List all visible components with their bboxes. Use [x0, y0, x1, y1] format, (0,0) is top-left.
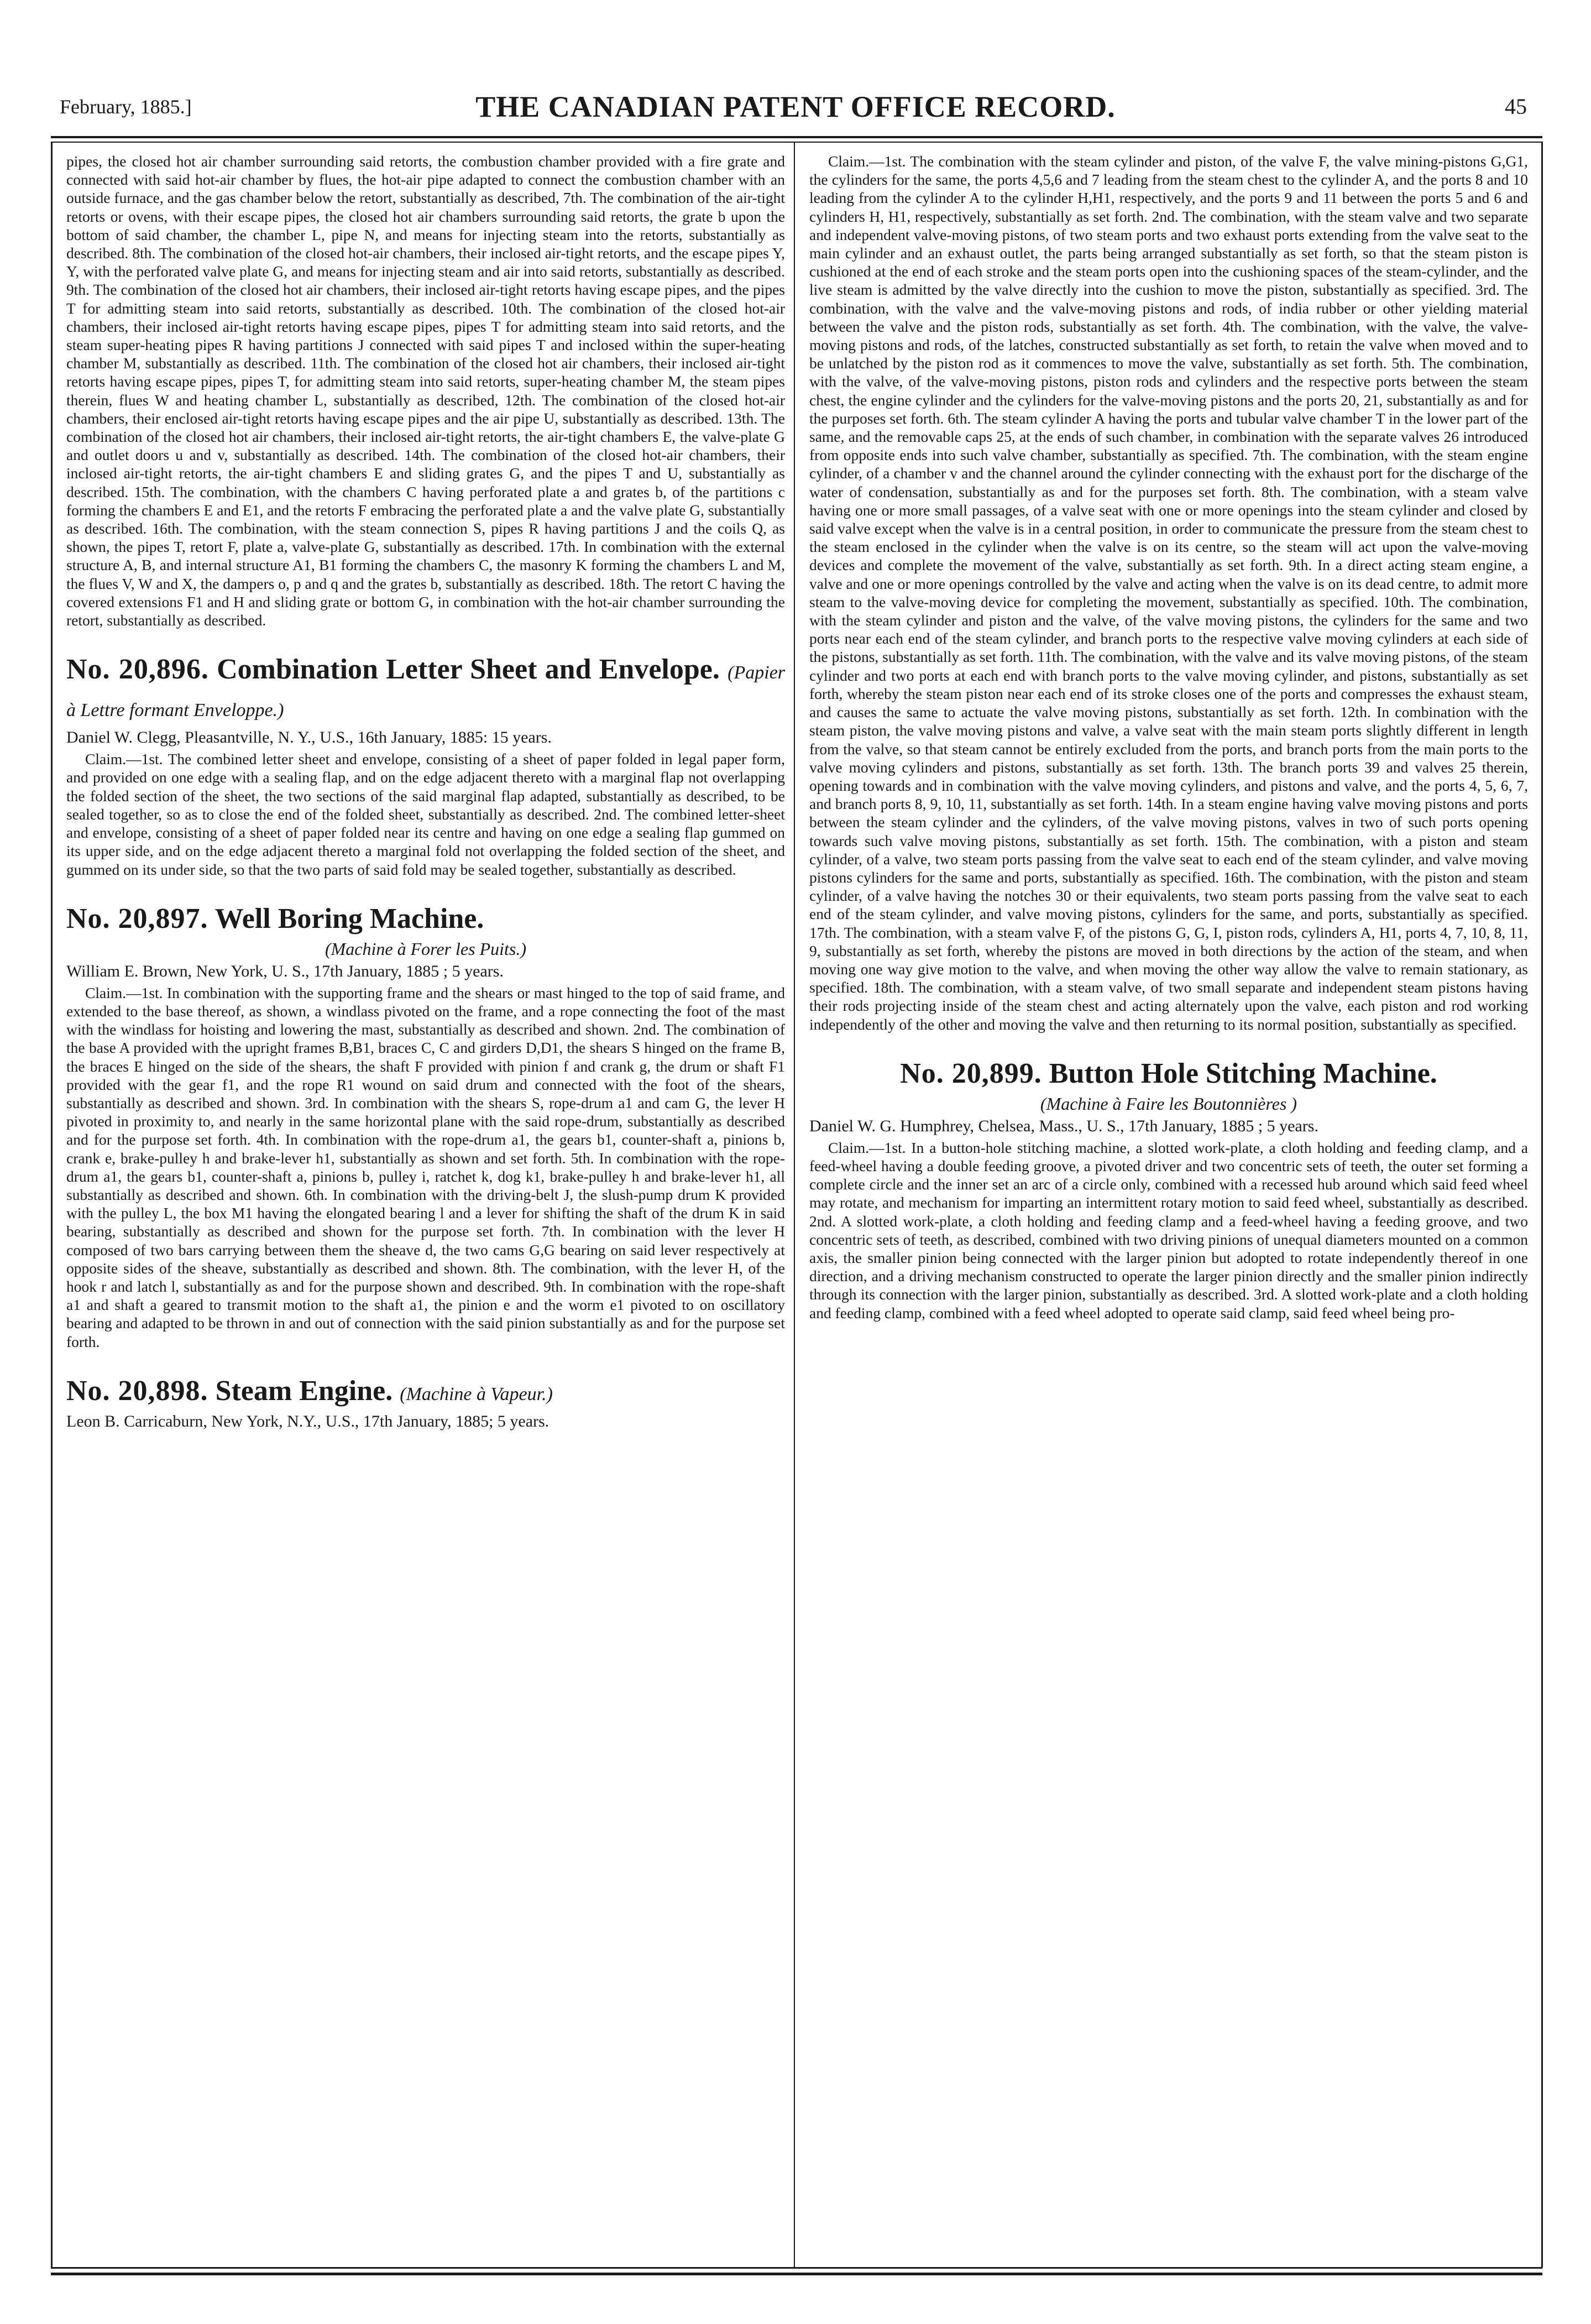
- patent-number: No. 20,896.: [66, 654, 209, 686]
- patent-heading: [809, 1057, 1528, 1091]
- top-rule-thick: [51, 136, 1542, 138]
- patent-number: No. 20,899.: [900, 1057, 1042, 1089]
- top-rule-thin: [51, 142, 1542, 143]
- left-column: [66, 152, 785, 1434]
- patent-number: No. 20,897.: [66, 902, 208, 934]
- patent-heading: [66, 652, 785, 728]
- patent-number: No. 20,898.: [66, 1375, 208, 1407]
- right-border-rule: [1541, 142, 1543, 2268]
- patent-title: Steam Engine.: [215, 1375, 393, 1407]
- patent-title: Well Boring Machine.: [214, 902, 484, 934]
- continued-claims-text: pipes, the closed hot air chamber surrounding said retorts, the combustion chamber provided with a fire grate and connected with said hot-air chamber by flues, the hot-air pipe adapted to connect the combustion chamber with an outside furnace, and the gas chamber below the retort, substantially as described, 7th. The combination of the air-tight retorts or ovens, with their escape pipes, the closed hot air chambers surrounding said retorts, the grate b upon the bottom of said chamber, the chamber L, pipe N, and means for injecting steam into the retorts, substantially as described. 8th. The combination of the closed hot-air chambers, their inclosed air-tight retorts, and the escape pipes Y, Y, with the perforated valve plate G, and means for injecting steam and air into said retorts, substantially as described. 9th. The combination of the closed hot air chambers, their inclosed air-tight retorts having escape pipes, and the pipes T for admitting steam into said retorts, substantially as described. 10th. The combination of the closed hot-air chambers, their inclosed air-tight retorts having escape pipes, pipes T for admitting steam into said retorts, and the steam super-heating pipes R having partitions J connected with said pipes T and inclosed within the super-heating chamber M, substantially as described. 11th. The combination of the closed hot air chambers, their inclosed air-tight retorts having escape pipes, pipes T, for admitting steam into said retorts, super-heating chamber M, the steam pipes therein, flues W and heating chamber L, substantially as described, 12th. The combination of the closed hot-air chambers, their enclosed air-tight retorts having escape pipes and the air pipe U, substantially as described. 13th. The combination of the closed hot air chambers, their inclosed air-tight retorts, the air-tight chambers E, the valve-plate G and outlet doors u and v, substantially as described. 14th. The combination of the closed hot-air chambers, their inclosed air-tight retorts, the air-tight chambers E and sliding grates G, and the pipes T and U, substantially as described. 15th. The combination, with the chambers C having perforated plate a and grates b, of the partitions c forming the chambers E and E1, and the retorts F embracing the perforated plate a and the valve plate G, substantially as described. 16th. The combination, with the steam connection S, pipes R having partitions J and the coils Q, as shown, the pipes T, retort F, plate a, valve-plate G, substantially as described. 17th. In combination with the external structure A, B, and internal structure A1, B1 forming the chambers C, the masonry K forming the chambers L and M, the flues V, W and X, the dampers o, p and q and the grates b, substantially as described. 18th. The retort C having the covered extensions F1 and H and sliding grate or bottom G, in combination with the hot-air chamber surrounding the retort, substantially as described.: [66, 153, 785, 629]
- patent-entry: [66, 1374, 785, 1432]
- inventor-line: Daniel W. G. Humphrey, Chelsea, Mass., U. S., 17th January, 1885 ; 5 years.: [809, 1116, 1318, 1135]
- patent-entry: [809, 1057, 1528, 1322]
- column-divider: [794, 142, 795, 2268]
- claim-text: Claim.—1st. In combination with the supporting frame and the shears or mast hinged to the top of said frame, and extended to the base thereof, as shown, a windlass pivoted on the frame, and a rope connecting the foot of the mast with the windlass for hoisting and lowering the mast, substantially as described and shown. 2nd. The combination of the base A provided with the upright frames B,B1, braces C, C and girders D,D1, the shears S hinged on the frame B, the braces E hinged on the side of the shears, the shaft F provided with pinion f and crank g, the drum or shaft F1 provided with the gear f1, and the rope R1 wound on said drum and connected with the foot of the shears, substantially as described and shown. 3rd. In combination with the shears S, rope-drum a1 and cam G, the lever H pivoted in proximity to, and nearly in the same horizontal plane with the said rope-drum, substantially as described and for the purpose set forth. 4th. In combination with the rope-drum a1, the gears b1, counter-shaft a, pinions b, crank e, brake-pulley h and brake-lever h1, substantially as shown and set forth. 5th. In combination with the rope-drum a1, the gears b1, counter-shaft a, pinions b, pulley i, ratchet k, dog k1, brake-pulley h and brake-lever h1, all substantially as described and shown. 6th. In combination with the driving-belt J, the slush-pump drum K provided with the pulley L, the box M1 having the elongated bearing l and a lever for shifting the shaft of the drum K in said bearing, substantially as described and shown for the purpose set forth. 7th. In combination with the lever H composed of two bars carrying between them the sheave d, the two cams G,G bearing on said lever respectively at opposite sides of the sheave, substantially as described and shown. 8th. The combination, with the lever H, of the hook r and latch l, substantially as and for the purpose shown and described. 9th. In combination with the rope-shaft a1 and shaft a geared to transmit motion to the shaft a1, the pinion e and the worm e1 pivoted to on oscillatory bearing and adapted to be thrown in and out of connection with the said pinion substantially as and for the purpose set forth.: [66, 984, 785, 1350]
- claim-text: Claim.—1st. In a button-hole stitching machine, a slotted work-plate, a cloth holding and feeding clamp, and a feed-wheel having a double feeding groove, a pivoted driver and two concentric sets of teeth, the outer set forming a complete circle and the inner set an arc of a circle only, combined with a recessed hub around which said feed wheel may rotate, and mechanism for imparting an intermittent rotary motion to said feed wheel, substantially as described. 2nd. A slotted work-plate, a cloth holding and feeding clamp and a feed-wheel having a feeding groove, and two concentric sets of teeth, as described, combined with two driving pinions of unequal diameters mounted on a common axis, the smaller pinion being connected with the larger pinion but adopted to rotate independently thereof in one direction, and a driving mechanism constructed to operate the larger pinion directly and the smaller pinion indirectly through its connection with the larger pinion, substantially as described. 3rd. A slotted work-plate and a cloth holding and feeding clamp, combined with a feed wheel adopted to operate said clamp, said feed wheel being pro-: [809, 1139, 1528, 1322]
- claim-text: Claim.—1st. The combined letter sheet and envelope, consisting of a sheet of paper folded in legal paper form, and provided on one edge with a sealing flap, and on the edge adjacent thereto with a marginal flap not overlapping the folded section of the sheet, the two sections of the said marginal flap adapted, substantially as described, to be sealed together, so as to close the end of the folded sheet, substantially as described. 2nd. The combined letter-sheet and envelope, consisting of a sheet of paper folded near its centre and having on one edge a sealing flap gummed on its upper side, and on the edge adjacent thereto a marginal fold not overlapping the folded section of the sheet, and gummed on its under side, so that the two parts of said fold may be sealed together, substantially as described.: [66, 750, 785, 878]
- inventor-line: William E. Brown, New York, U. S., 17th January, 1885 ; 5 years.: [66, 962, 504, 980]
- patent-heading: [66, 902, 785, 936]
- patent-entry: [66, 652, 785, 878]
- patent-french-title: (Machine à Faire les Boutonnières ): [1040, 1093, 1297, 1114]
- left-border-rule: [51, 142, 53, 2268]
- continued-claims-text: Claim.—1st. The combination with the steam cylinder and piston, of the valve F, the valve mining-pistons G,G1, the cylinders for the same, the ports 4,5,6 and 7 leading from the steam chest to the cylinder A, and the ports 8 and 10 leading from the cylinder A to the cylinder H,H1, respectively, and the ports 9 and 11 between the ports 5 and 6 and cylinders H, H1, respectively, substantially as set forth. 2nd. The combination, with the steam valve and two separate and independent valve-moving pistons, of two steam ports and two exhaust ports extending from the valve seat to the main cylinder and an exhaust outlet, the parts being arranged substantially as set forth, so that the steam piston is cushioned at the end of each stroke and the steam ports open into the cushioning spaces of the steam-cylinder, and the live steam is admitted by the valve directly into the cushion to move the piston, substantially as specified. 3rd. The combination, with the valve and the valve-moving pistons and rods, of india rubber or other yielding material between the valve and the piston rods, substantially as set forth. 4th. The combination, with the valve, the valve-moving pistons and rods, of the latches, constructed substantially as set forth, to retain the valve when moved and to be unlatched by the piston rod as it commences to move the valve, substantially as set forth. 5th. The combination, with the valve, of the valve-moving pistons, piston rods and cylinders and the respective ports between the steam chest, the engine cylinder and the cylinders for the valve-moving pistons and the ports 20, 21, substantially as and for the purposes set forth. 6th. The steam cylinder A having the ports and tubular valve chamber T in the lower part of the same, and the removable caps 25, at the ends of such chamber, in combination with the separate valves 26 introduced from opposite ends into such valve chamber, substantially as specified. 7th. The combination, with the steam engine cylinder, of a chamber v and the channel around the cylinder connecting with the exhaust port for the discharge of the water of condensation, substantially as and for the purposes set forth. 8th. The combination, with a steam valve having one or more small passages, of a valve seat with one or more openings into the steam cylinder and closed by said valve except when the valve is in a central position, in order to communicate the pressure from the steam chest to the steam enclosed in the cylinder when the valve is on its centre, so the steam will act upon the valve-moving devices and complete the movement of the valve, substantially as set forth. 9th. In a direct acting steam engine, a valve and one or more openings controlled by the valve and acting when the valve is on its dead centre, to admit more steam to the valve-moving device for completing the movement, substantially as specified. 10th. The combination, with the steam cylinder and piston and the valve, of the valve moving pistons, the cylinders for the same and two ports near each end of the steam cylinder, and branch ports to the respective valve moving cylinders at each side of the pistons, substantially as set forth. 11th. The combination, with the valve and its valve moving pistons, of the steam cylinder and two ports at each end with branch ports to the valve moving cylinder, and pistons, substantially as set forth, whereby the steam piston near each end of its stroke closes one of the ports and compresses the exhaust steam, and causes the same to actuate the valve moving pistons, substantially as set forth. 12th. In combination with the steam piston, the valve moving pistons and valve, a valve seat with the main steam ports slightly different in length from the valve, so that steam cannot be entirely excluded from the ports, and branch ports from the main ports to the valve moving cylinders and pistons, substantially as set forth. 13th. The branch ports 39 and valves 25 therein, opening towards and in combination with the valve moving cylinders, and pistons and valve, and the ports 4, 5, 6, 7, and branch ports 8, 9, 10, 11, substantially as set forth. 14th. In a steam engine having valve moving pistons and ports between the steam cylinder and the cylinders, of the valve moving pistons, valves in two of such ports opening towards such valve moving pistons, substantially as set forth. 15th. The combination, with a piston and steam cylinder, of a valve, two steam ports passing from the valve seat to each end of the steam cylinder, and valve moving pistons cylinders for the same and ports, substantially as specified. 16th. The combination, with the piston and steam cylinder, of a valve having the notches 30 or their equivalents, two steam ports passing from the valve seat to each end of the steam cylinder, and valve moving pistons, cylinders for the same, and ports, substantially as specified. 17th. The combination, with a steam valve F, of the pistons G, G, I, piston rods, cylinders A, H1, ports 4, 7, 10, 8, 11, 9, substantially as set forth, whereby the pistons are moved in both directions by the action of the steam, and when moving one way give motion to the valve, and when moving the other way allow the valve to remain stationary, as specified. 18th. The combination, with a steam valve, of two small separate and independent steam pistons having their rods projecting inside of the steam chest and acting alternately upon the valve, each piston and rod working independently of the other and moving the valve and then returning to its normal position, substantially as specified.: [809, 153, 1528, 1033]
- patent-french-title: (Papier à Lettre formant Enveloppe.): [66, 662, 786, 721]
- patent-entry: [66, 902, 785, 1351]
- patent-heading: [66, 1374, 785, 1412]
- page-number: 45: [1505, 94, 1527, 119]
- bottom-rule-thin: [51, 2267, 1542, 2269]
- page-title: THE CANADIAN PATENT OFFICE RECORD.: [475, 90, 1116, 123]
- inventor-line: Daniel W. Clegg, Pleasantville, N. Y., U.S., 16th January, 1885: 15 years.: [66, 728, 552, 747]
- patent-title: Combination Letter Sheet and Envelope.: [217, 654, 720, 686]
- patent-french-title: (Machine à Forer les Puits.): [325, 938, 527, 959]
- patent-french-title: (Machine à Vapeur.): [400, 1383, 553, 1404]
- inventor-line: Leon B. Carricaburn, New York, N.Y., U.S., 17th January, 1885; 5 years.: [66, 1412, 549, 1430]
- header-date: February, 1885.]: [60, 96, 192, 118]
- right-column: [809, 152, 1528, 1322]
- patent-title: Button Hole Stitching Machine.: [1049, 1057, 1437, 1089]
- bottom-rule-thick: [51, 2273, 1542, 2275]
